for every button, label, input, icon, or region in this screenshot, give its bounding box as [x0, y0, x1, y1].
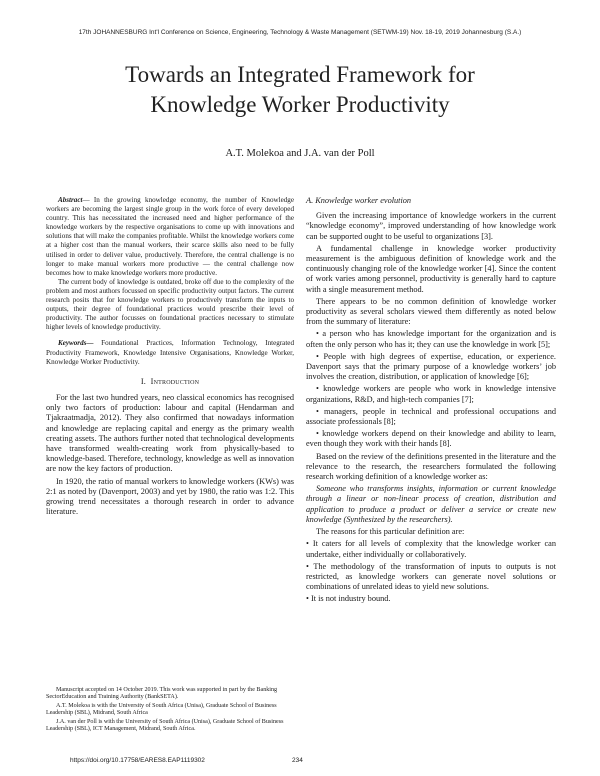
- bullet-item: • People with high degrees of expertise, education, or experience. Davenport says that the primary purpose of a knowledge workers’ job involves the creation, distribution, or application of knowledge [6];: [306, 351, 556, 382]
- reason-item: • It is not industry bound.: [306, 594, 391, 604]
- keywords: [46, 339, 294, 366]
- title-line: Towards an Integrated Framework for: [125, 62, 475, 87]
- abstract-label: Abstract: [58, 196, 83, 204]
- abstract: [46, 196, 294, 278]
- body-para: The reasons for this particular definition are:: [316, 527, 465, 537]
- authors: A.T. Molekoa and J.A. van der Poll: [225, 148, 375, 159]
- section-heading: [46, 377, 294, 387]
- body-para: There appears to be no common definition of knowledge worker productivity as several scholars viewed them differently as noted below from the summary of literature:: [306, 296, 556, 327]
- abstract-text: — In the growing knowledge economy, the number of Knowledge workers are becoming the largest single group in the work force of every developed country. This has necessitated the increased need and higher performance of the knowledge workers by the respective organisations to come up with innovations and solutions that will make the companies profitable. Whilst the knowledge workers come at a higher cost than the manual workers, their scarce skills also need to be fully utilised in order to deliver value, productively. Therefore, the central challenge is no longer to make manual workers more productive — the central challenge now becomes how to make knowledge workers more productive.: [46, 196, 294, 277]
- bullet-item: • knowledge workers are people who work in knowledge intensive organizations, R&D, and high-tech companies [7];: [306, 384, 556, 404]
- keywords-text: Foundational Practices, Information Technology, Integrated Productivity Framework, Knowledge Intensive Organisations, Knowledge Worker, Knowledge Worker Productivity.: [46, 339, 294, 366]
- footnotes: [46, 687, 294, 734]
- abstract-para2: The current body of knowledge is outdated, broke off due to the complexity of the problem and most authors focussed on specific productivity output factors. The current research posits that for knowledge workers to productively transform the inputs to outputs, their degree of foundational practices would prescribe their level of productivity. The author focusses on foundational practices necessary to stimulate higher levels of knowledge productivity.: [46, 277, 294, 332]
- footnote: Manuscript accepted on 14 October 2019. This work was supported in part by the Banking SectorEducation and Training Authority (BankSETA).: [46, 687, 278, 701]
- definition: Someone who transforms insights, information or current knowledge through a linear or non-linear process of creation, distribution and application to produce a product or deliver a service or create new knowledge (Synthesized by the researchers).: [306, 484, 556, 524]
- paper-title: [40, 60, 560, 120]
- body-para: Given the increasing importance of knowledge workers in the current “knowledge economy”, improved understanding of how knowledge work can be supported ought to be useful to organizations [3].: [306, 211, 556, 241]
- reason-item: • It caters for all levels of complexity that the knowledge worker can undertake, either individually or collaboratively.: [306, 539, 556, 559]
- intro-para: For the last two hundred years, neo classical economics has recognised only two factors of production: labour and capital (Hendarman and Tjakraatmadja, 2012). They also confirmed that nowadays information and knowledge are replacing capital and energy as the primary wealth creating assets. The authors further noted that technological developments have transformed wealth-creating work from physically-based to knowledge-based. Therefore, technology, knowledge as well as innovation are now the key factors of production.: [46, 392, 294, 474]
- body-para: Based on the review of the definitions presented in the literature and the relevance to the research, the researchers formulated the following research working definition of a knowledge worker as:: [306, 451, 556, 482]
- left-column: [46, 196, 294, 519]
- doi-link[interactable]: https://doi.org/10.17758/EARES8.EAP1119302: [70, 757, 205, 764]
- title-line: Knowledge Worker Productivity: [150, 92, 450, 117]
- bullet-item: • a person who has knowledge important for the organization and is often the only person who has it; they can use the knowledge in work [5];: [306, 329, 556, 349]
- right-column: [306, 196, 556, 607]
- page-number: 234: [292, 757, 303, 764]
- reason-item: • The methodology of the transformation of inputs to outputs is not restricted, as knowledge workers can generate novel solutions or combinations of unrelated ideas to yield new solutions.: [306, 561, 556, 592]
- bullet-item: • knowledge workers depend on their knowledge and ability to learn, even though they work with their hands [8].: [306, 429, 556, 449]
- section-title: Introduction: [150, 376, 200, 386]
- running-header: 17th JOHANNESBURG Int'l Conference on Science, Engineering, Technology & Waste Management (SETWM-19) Nov. 18-19, 2019 Johannesburg (S.A.): [78, 29, 522, 36]
- section-number: I.: [140, 376, 147, 386]
- intro-para: In 1920, the ratio of manual workers to knowledge workers (KWs) was 2:1 as noted by (Davenport, 2003) and yet by 1980, the ratio was 1:2. This growing trend necessitates a thorough research in order to advance literature.: [46, 476, 294, 517]
- footnote: A.T. Molekoa is with the University of South Africa (Unisa), Graduate School of Business Leadership (SBL), Midrand, South Africa: [46, 702, 277, 717]
- bullet-item: • managers, people in technical and professional occupations and associate professionals [8];: [306, 406, 556, 427]
- keywords-label: Keywords—: [58, 339, 94, 348]
- footnote: J.A. van der Poll is with the University of South Africa (Unisa), Graduate School of Business Leadership (SBL), ICT Management, Midrand, South Africa.: [46, 718, 284, 733]
- subsection-heading: A. Knowledge worker evolution: [306, 196, 412, 205]
- body-para: A fundamental challenge in knowledge worker productivity measurement is the ambiguous definition of knowledge work and the continuously changing role of the knowledge worker [4]. Since the content of work varies among personnel, productivity is generally hard to capture with a single measurement method.: [306, 243, 556, 294]
